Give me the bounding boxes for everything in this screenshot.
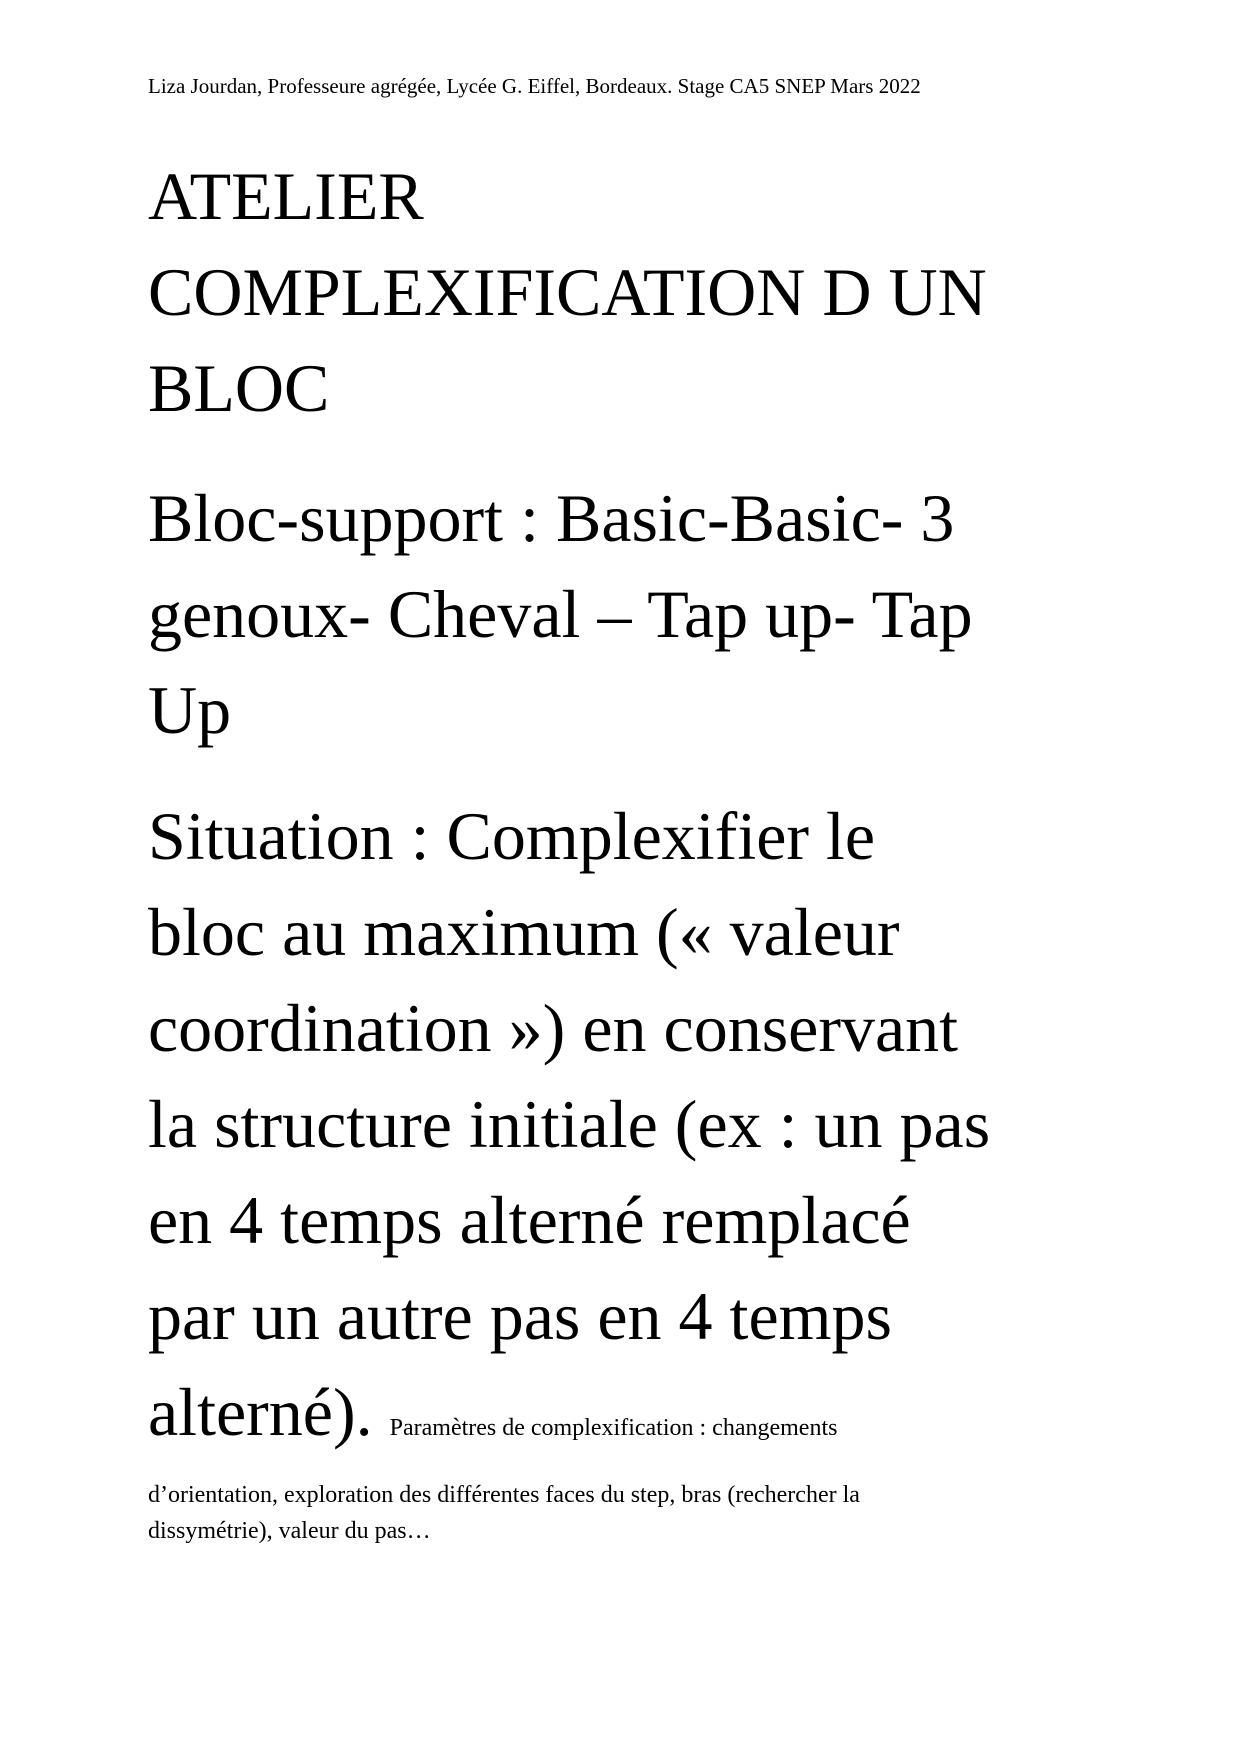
parameters-line: dissymétrie), valeur du pas…	[148, 1518, 431, 1544]
situation-line: en 4 temps alterné remplacé	[148, 1182, 911, 1258]
situation-line: la structure initiale (ex : un pas	[148, 1086, 991, 1162]
support-line: Up	[148, 672, 232, 748]
document-title	[148, 148, 1108, 436]
title-line: ATELIER	[148, 158, 424, 234]
title-line: COMPLEXIFICATION D UN	[148, 254, 987, 330]
situation-line: Situation : Complexifier le	[148, 798, 876, 874]
situation-line: alterné).	[148, 1374, 373, 1450]
situation-line: bloc au maximum (« valeur	[148, 894, 900, 970]
parameters-paragraph	[148, 1477, 1108, 1549]
parameters-intro: Paramètres de complexification : changements	[389, 1415, 838, 1441]
situation-paragraph	[148, 788, 1108, 1460]
situation-line: par un autre pas en 4 temps	[148, 1278, 892, 1354]
support-line: genoux- Cheval – Tap up- Tap	[148, 576, 973, 652]
situation-last-line	[148, 1364, 1108, 1460]
bloc-support-paragraph	[148, 470, 1108, 758]
title-line: BLOC	[148, 350, 330, 426]
situation-line: coordination ») en conservant	[148, 990, 959, 1066]
header-credit: Liza Jourdan, Professeure agrégée, Lycée G. Eiffel, Bordeaux. Stage CA5 SNEP Mars 2022	[148, 74, 921, 98]
support-line: Bloc-support : Basic-Basic- 3	[148, 480, 955, 556]
parameters-line: d’orientation, exploration des différentes faces du step, bras (rechercher la	[148, 1482, 860, 1508]
